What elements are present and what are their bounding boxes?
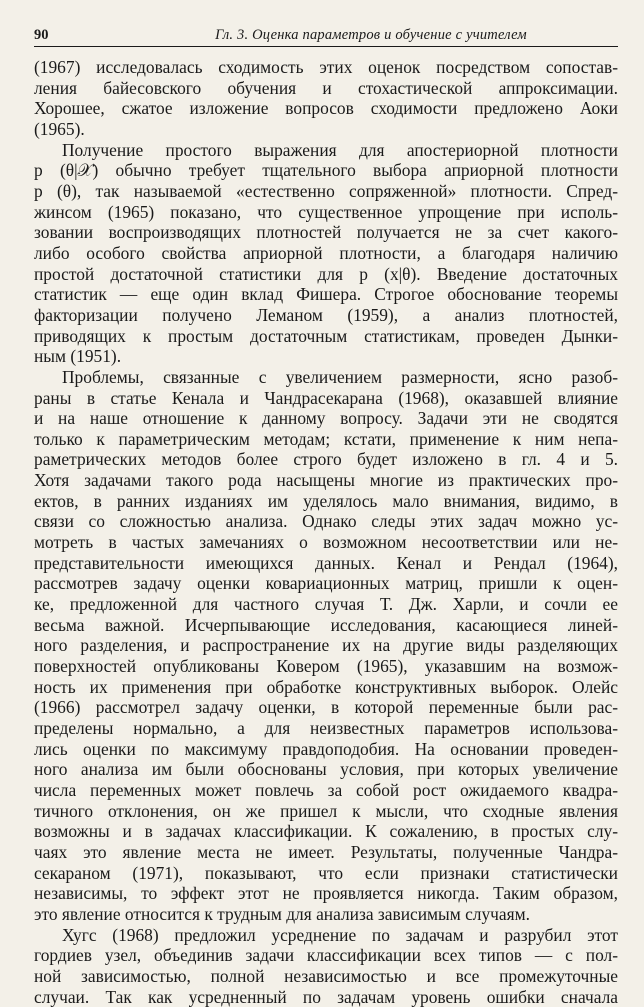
text-line: это явление относится к трудным для анализа зависимым случаям. [34, 903, 530, 924]
text-line: гордиев узел, объединив задачи классификации всех типов — с пол- [34, 945, 618, 966]
text-line: простой достаточной статистики для p (x|θ). Введение достаточных [34, 263, 618, 284]
text-line: ность их применения при обработке конструктивных выборок. Олейс [34, 676, 618, 697]
text-line: чаях это явление места не имеет. Результаты, полученные Чандра- [34, 841, 618, 862]
paragraph-1 [34, 57, 618, 140]
text-line: зовании воспроизводящих плотностей получается не за счет какого- [34, 222, 618, 243]
text-line: ного разделения, и распространение их на другие виды разделяющих [34, 635, 618, 656]
text-line: возможны и в задачах классификации. К сожалению, в простых слу- [34, 821, 618, 842]
text-line: раметрических методов более строго будет изложено в гл. 4 и 5. [34, 449, 618, 470]
text-line: Хотя задачами такого рода насыщены многие из практических про- [34, 470, 618, 491]
running-title: Гл. 3. Оценка параметров и обучение с учителем [215, 27, 527, 43]
text-line: ке, предложенной для частного случая Т. Дж. Харли, и сочли ее [34, 594, 618, 615]
paragraph-4 [34, 925, 618, 1007]
text-line: ным (1951). [34, 346, 122, 367]
text-line: Хугс (1968) предложил усреднение по задачам и разрубил этот [62, 924, 618, 945]
text-line: факторизации получено Леманом (1959), а анализ плотностей, [34, 304, 618, 325]
text-line: Получение простого выражения для апостериорной плотности [62, 139, 618, 160]
text-line: тичного отклонения, он же пришел к мысли, что сходные явления [34, 800, 618, 821]
text-line: ления байесовского обучения и стохастической аппроксимации. [34, 77, 618, 98]
text-line: и на наше отношение к данному вопросу. Задачи эти не сводятся [34, 408, 618, 429]
text-line: p (θ|𝒳) обычно требует тщательного выбора априорной плотности [34, 160, 618, 181]
text-line: (1966) рассмотрел задачу оценки, в которой переменные были рас- [34, 697, 618, 718]
text-line: (1967) исследовалась сходимость этих оценок посредством сопостав- [34, 57, 618, 77]
text-line: мотреть в частых замечаниях о возможном несоответствии или не- [34, 532, 618, 553]
page-header [34, 22, 618, 47]
text-line: секараном (1971), показывают, что если признаки статистически [34, 862, 618, 883]
text-line: только к параметрическим методам; кстати, применение к ним непа- [34, 428, 618, 449]
text-line: приводящих к простым достаточным статистикам, проведен Дынки- [34, 325, 618, 346]
text-line: ного анализа им были обоснованы условия, при которых увеличение [34, 759, 618, 780]
text-line: поверхностей опубликованы Ковером (1965), указавшим на возмож- [34, 656, 618, 677]
text-line: независимы, то эффект этот не проявляется никогда. Таким образом, [34, 883, 618, 904]
text-line: p (θ), так называемой «естественно сопряженной» плотности. Спред- [34, 180, 618, 201]
page-number: 90 [34, 27, 49, 43]
text-line: статистик — еще один вклад Фишера. Строгое обоснование теоремы [34, 284, 618, 305]
text-line: лись оценки по максимуму правдоподобия. На основании проведен- [34, 738, 618, 759]
text-line: случаи. Так как усредненный по задачам уровень ошибки сначала [34, 986, 618, 1007]
text-line: представительности имеющихся данных. Кенал и Рендал (1964), [34, 552, 618, 573]
text-line: числа переменных может повлечь за собой рост ожидаемого квадра- [34, 779, 618, 800]
text-line: жинсом (1965) показано, что существенное упрощение при исполь- [34, 201, 618, 222]
text-line: (1965). [34, 118, 85, 139]
text-line: весьма важной. Исчерпывающие исследования, касающиеся линей- [34, 614, 618, 635]
text-line: пределены нормально, а для неизвестных параметров использова- [34, 718, 618, 738]
text-line: либо особого свойства априорной плотности, а благодаря наличию [34, 242, 618, 263]
text-line: рассмотрев задачу оценки ковариационных матриц, пришли к оцен- [34, 573, 618, 594]
text-line: Хорошее, сжатое изложение вопросов сходимости предложено Аоки [34, 98, 618, 119]
text-line: Проблемы, связанные с увеличением размерности, ясно разоб- [62, 366, 618, 387]
text-line: ектов, в ранних изданиях им уделялось мало внимания, видимо, в [34, 490, 618, 511]
text-line: раны в статье Кенала и Чандрасекарана (1968), оказавшей влияние [34, 387, 618, 408]
paragraph-3 [34, 367, 618, 925]
text-line: связи со сложностью анализа. Однако следы этих задач можно ус- [34, 511, 618, 532]
page-body [34, 57, 618, 1007]
paragraph-2 [34, 140, 618, 367]
text-line: ной зависимостью, полной независимостью и все промежуточные [34, 965, 618, 986]
